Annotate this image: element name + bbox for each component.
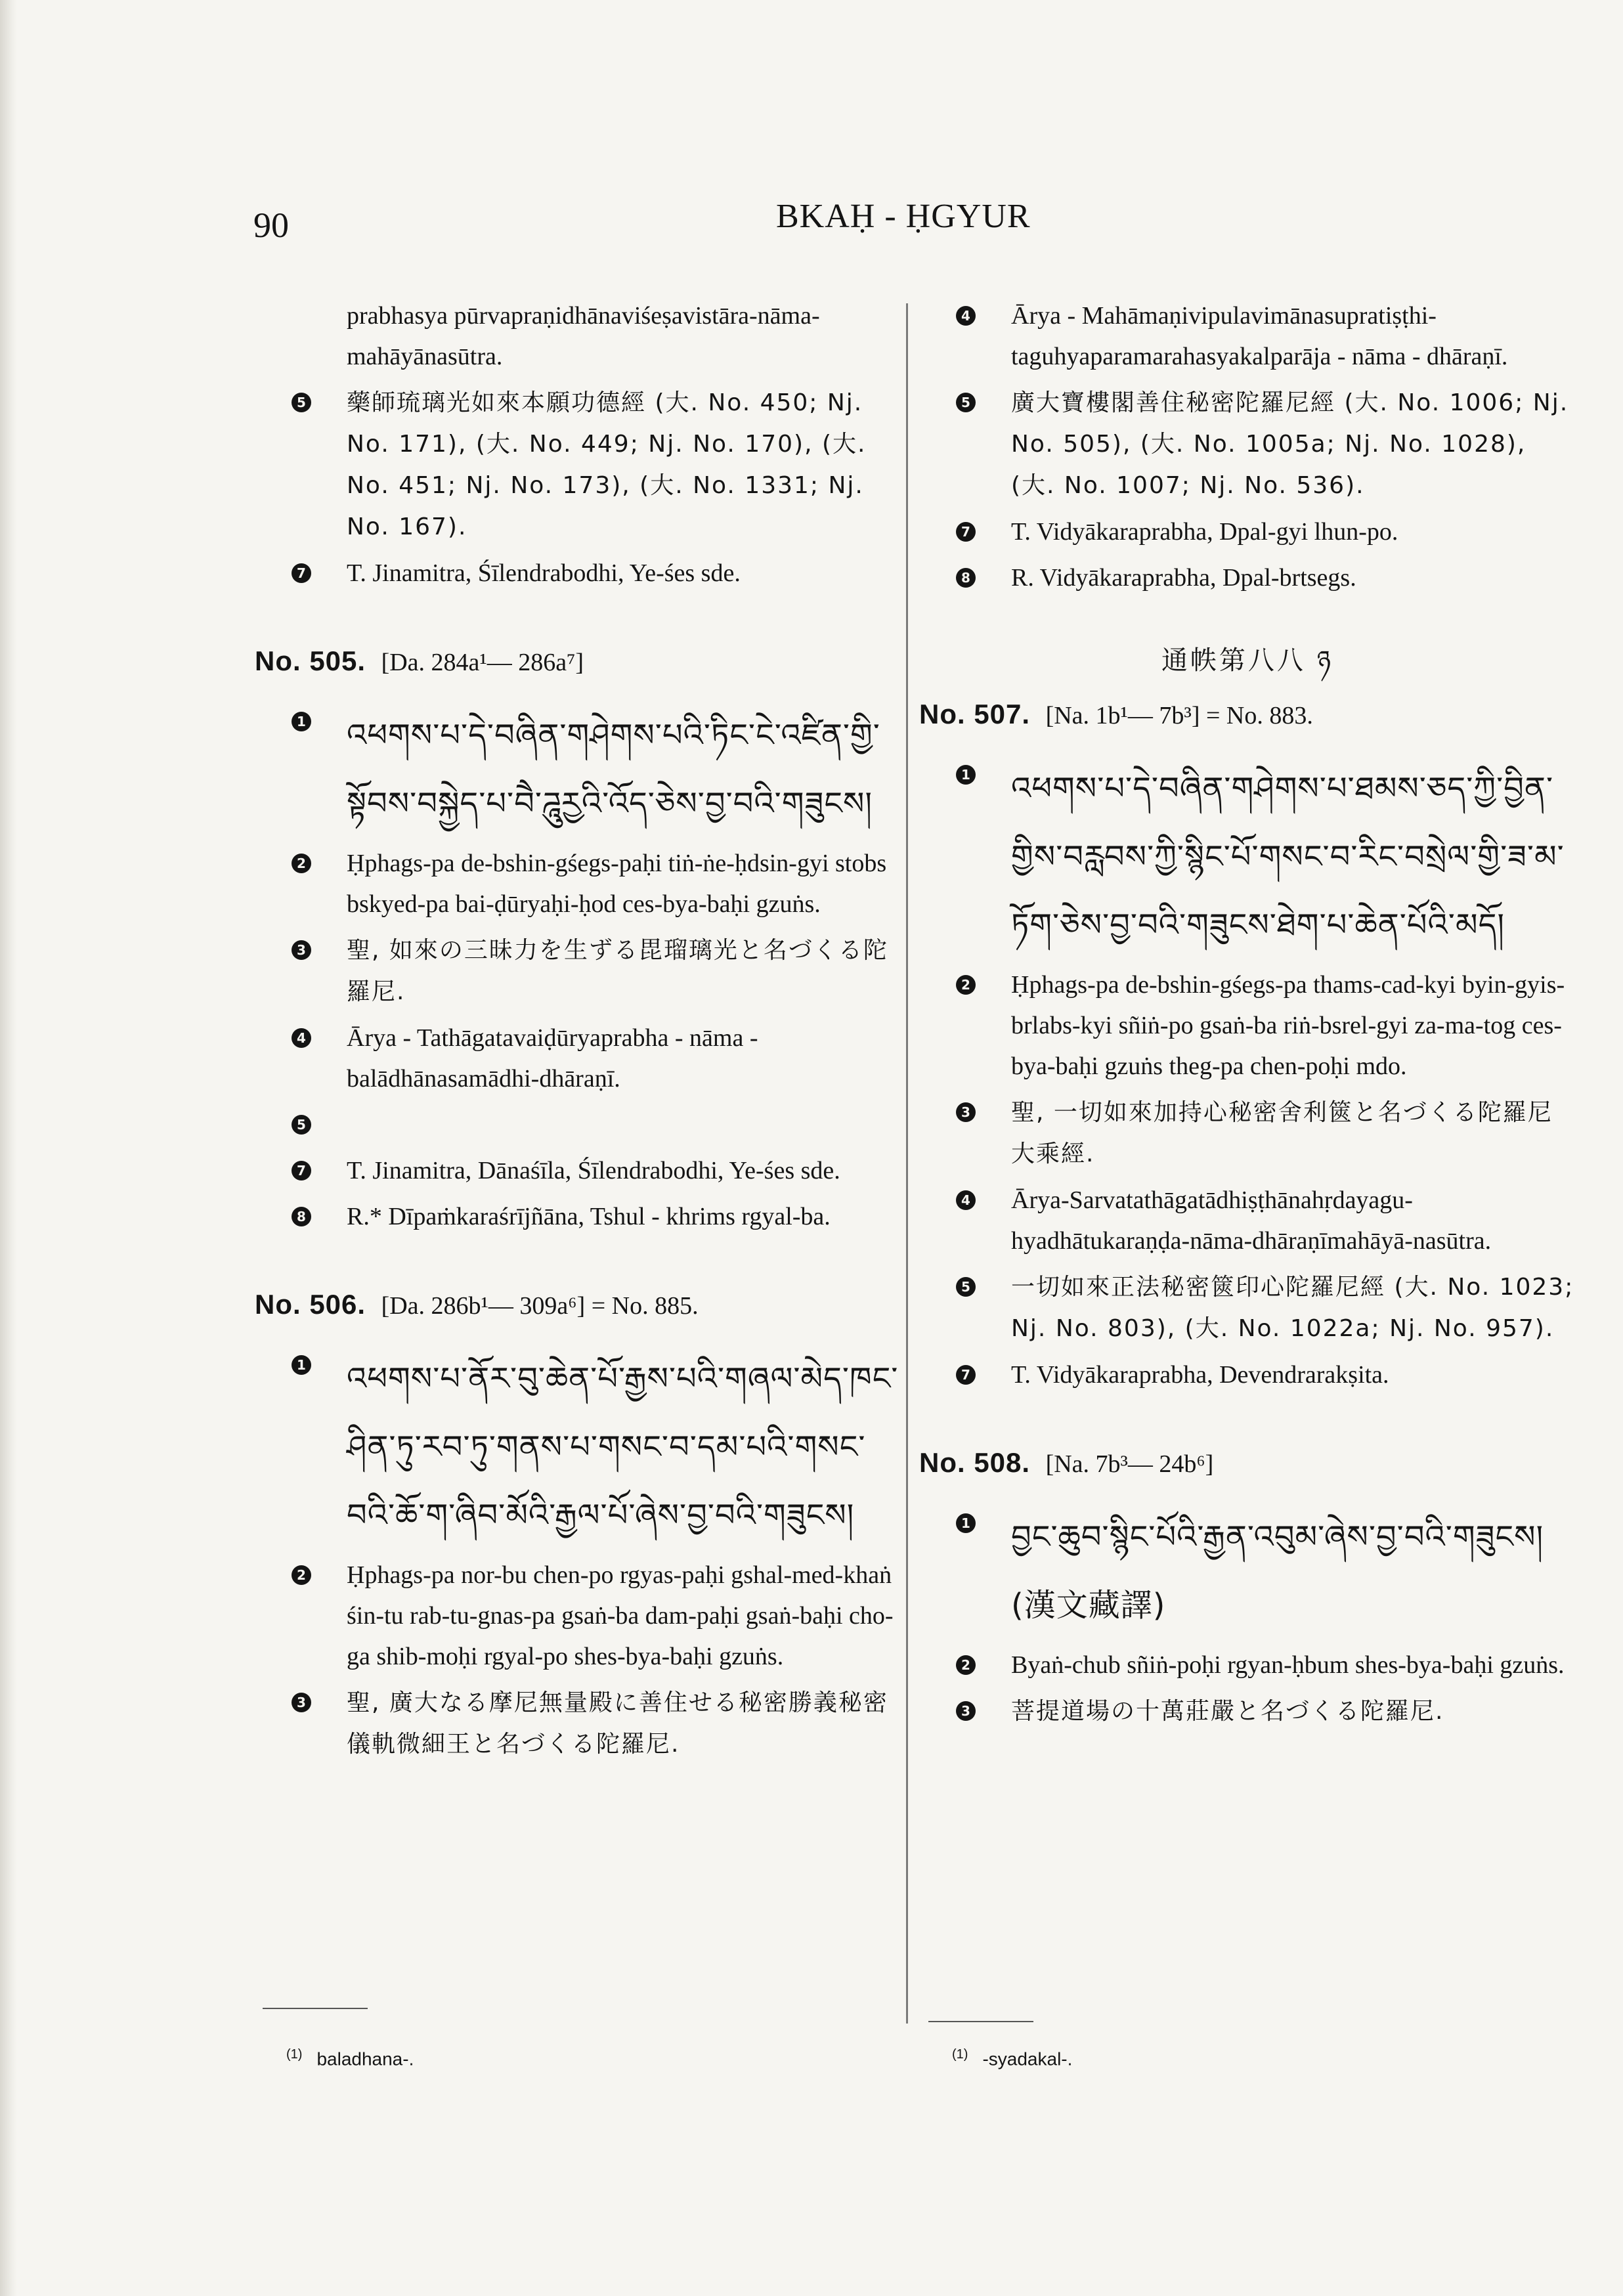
bullet-3: 3	[292, 940, 311, 960]
footnote-text: -syadakal-.	[982, 2048, 1073, 2069]
column-divider	[906, 303, 908, 2024]
entry-507-3	[919, 1092, 1576, 1175]
volume-ref: [Da. 286b¹— 309a⁶] = No. 885.	[381, 1292, 699, 1320]
entry-505-8	[255, 1196, 905, 1237]
scan-edge	[0, 0, 17, 2296]
footnote-left	[286, 2047, 414, 2069]
entry-508-2	[919, 1645, 1576, 1685]
bullet-7: 7	[292, 1161, 311, 1180]
tibetan-title: འཕགས་པ་དེ་བཞིན་གཤེགས་པ་ཐམས་ཅད་ཀྱི་བྱིན་གྱིས་བརླབས་ཀྱི་སྙིང་པོ་གསང་བ་རིང་བསྲེལ་གྱི་ཟ་མ་ཏོག་ཅེས་བྱ་བའི་གཟུངས་ཐེག་པ་ཆེན་པོའི་མདོ།	[1011, 770, 1565, 943]
volume-ref: [Na. 7b³— 24b⁶]	[1045, 1450, 1214, 1478]
entry-507-2	[919, 964, 1576, 1087]
text: prabhasya pūrvapraṇidhānaviśeṣavistāra-nāma-mahāyānasūtra.	[347, 302, 820, 370]
footnote-text: baladhana-.	[316, 2048, 414, 2069]
transliteration: Ḥphags-pa de-bshin-gśegs-paḥi tiṅ-ṅe-ḥdsin-gyi stobs bskyed-pa bai-ḍūryaḥi-ḥod ces-bya-baḥi gzuṅs.	[347, 850, 887, 918]
entry-505-4	[255, 1018, 905, 1099]
footnote-right	[952, 2047, 1072, 2069]
tibetan-title: འཕགས་པ་དེ་བཞིན་གཤེགས་པའི་ཏིང་ངེ་འཛིན་གྱི་སྟོབས་བསྐྱེད་པ་བཻ་ཌཱུརྱའི་འོད་ཅེས་བྱ་བའི་གཟུངས།	[347, 717, 880, 822]
bullet-1: 1	[956, 1513, 976, 1533]
bullet-2: 2	[292, 854, 311, 873]
transliteration: Byaṅ-chub sñiṅ-poḥi rgyan-ḥbum shes-bya-baḥi gzuṅs.	[1011, 1651, 1565, 1679]
entry-506-3	[255, 1682, 905, 1765]
bullet-5: 5	[292, 393, 311, 412]
chinese-title: 廣大寶樓閣善住秘密陀羅尼經 (大. No. 1006; Nj. No. 505), (大. No. 1005a; Nj. No. 1028), (大. No. 1007; Nj. No. 536).	[1011, 389, 1569, 499]
transliteration: Ḥphags-pa de-bshin-gśegs-pa thams-cad-kyi byin-gyis-brlabs-kyi sñiṅ-po gsaṅ-ba riṅ-bsrel-gyi za-ma-tog ces-bya-baḥi gzuṅs theg-pa chen-poḥi mdo.	[1011, 971, 1565, 1080]
bullet-7: 7	[956, 522, 976, 542]
entry-505-5	[255, 1104, 905, 1145]
bullet-4: 4	[956, 306, 976, 326]
entry-507-1	[919, 754, 1576, 959]
bullet-2: 2	[956, 1655, 976, 1675]
section-title: 通帙第八八 ཉ	[1161, 645, 1334, 676]
entry-506-2	[255, 1555, 905, 1677]
japanese-title: 聖, 一切如來加持心秘密舍利篋と名づくる陀羅尼大乘經.	[1011, 1099, 1553, 1167]
bullet-2: 2	[956, 975, 976, 995]
bullet-4: 4	[956, 1190, 976, 1210]
sanskrit-title: Ārya - Mahāmaṇivipulavimānasupratiṣṭhi-taguhyaparamarahasyakalparāja - nāma - dhāraṇī.	[1011, 302, 1508, 370]
footnote-mark: (1)	[952, 2047, 968, 2062]
number-label: No. 508.	[919, 1447, 1031, 1478]
volume-ref: [Da. 284a¹— 286a⁷]	[381, 649, 584, 676]
translators: T. Jinamitra, Dānaśīla, Śīlendrabodhi, Ye-śes sde.	[347, 1157, 840, 1184]
bullet-4: 4	[292, 1028, 311, 1048]
entry-506-5	[919, 382, 1576, 506]
entry-505-1	[255, 701, 905, 838]
japanese-title: 聖, 如來の三昧力を生ずる毘瑠璃光と名づくる陀羅尼.	[347, 937, 888, 1005]
entry-508-1	[919, 1503, 1576, 1639]
bullet-1: 1	[292, 1355, 311, 1375]
entry-505-7	[255, 1150, 905, 1191]
entry-506-7	[919, 511, 1576, 552]
number-label: No. 505.	[255, 645, 366, 676]
entry-506-1	[255, 1345, 905, 1549]
bullet-1: 1	[292, 712, 311, 731]
entry-505-3	[255, 930, 905, 1012]
footnote-rule-left	[263, 2008, 368, 2009]
bullet-7: 7	[292, 563, 311, 583]
bullet-5: 5	[292, 1115, 311, 1135]
heading-no-506	[255, 1284, 905, 1326]
translators: T. Vidyākaraprabha, Dpal-gyi lhun-po.	[1011, 518, 1398, 546]
entry-506-4	[919, 295, 1576, 377]
left-column	[255, 295, 905, 1770]
bullet-2: 2	[292, 1565, 311, 1585]
sanskrit-title: Ārya-Sarvatathāgatādhiṣṭhānahṛdayagu-hyadhātukaraṇḍa-nāma-dhāraṇīmahāyā-nasūtra.	[1011, 1186, 1492, 1255]
bullet-8: 8	[956, 568, 976, 588]
japanese-title: 聖, 廣大なる摩尼無量殿に善住せる秘密勝義秘密儀軌微細王と名づくる陀羅尼.	[347, 1689, 888, 1758]
volume-ref: [Na. 1b¹— 7b³] = No. 883.	[1045, 702, 1313, 729]
bullet-5: 5	[956, 1277, 976, 1297]
translators: T. Vidyākaraprabha, Devendrarakṣita.	[1011, 1361, 1389, 1389]
chinese-title: 一切如來正法秘密篋印心陀羅尼經 (大. No. 1023; Nj. No. 803), (大. No. 1022a; Nj. No. 957).	[1011, 1274, 1574, 1342]
entry-507-4	[919, 1180, 1576, 1261]
bullet-8: 8	[292, 1207, 311, 1226]
japanese-title: 菩提道場の十萬莊嚴と名づくる陀羅尼.	[1011, 1698, 1444, 1725]
bullet-1: 1	[956, 765, 976, 785]
chinese-title: 藥師琉璃光如來本願功德經 (大. No. 450; Nj. No. 171), (大. No. 449; Nj. No. 170), (大. No. 451; Nj. No. 173), (大. No. 1331; Nj. No. 167).	[347, 389, 867, 540]
heading-no-505	[255, 641, 905, 683]
entry-508-3	[919, 1691, 1576, 1732]
entry-504-5	[255, 382, 905, 548]
bullet-3: 3	[292, 1693, 311, 1712]
entry-504-7	[255, 553, 905, 594]
sanskrit-title: Ārya - Tathāgatavaiḍūryaprabha - nāma - balādhānasamādhi-dhāraṇī.	[347, 1024, 758, 1093]
right-column	[919, 295, 1576, 1737]
entry-506-8	[919, 557, 1576, 598]
tibetan-title: བྱང་ཆུབ་སྙིང་པོའི་རྒྱན་འབུམ་ཞེས་བྱ་བའི་གཟུངས། (漢文藏譯)	[1011, 1519, 1544, 1624]
bullet-3: 3	[956, 1701, 976, 1721]
entry-504-title-cont	[255, 295, 905, 377]
bullet-7: 7	[956, 1365, 976, 1385]
entry-507-7	[919, 1354, 1576, 1395]
heading-no-507	[919, 694, 1576, 736]
tibetan-title: འཕགས་པ་ནོར་བུ་ཆེན་པོ་རྒྱས་པའི་གཞལ་མེད་ཁང་ཤིན་ཏུ་རབ་ཏུ་གནས་པ་གསང་བ་དམ་པའི་གསང་བའི་ཆོ་ག་ཞིབ་མོའི་རྒྱལ་པོ་ཞེས་བྱ་བའི་གཟུངས།	[347, 1360, 899, 1534]
number-label: No. 507.	[919, 699, 1031, 729]
bullet-5: 5	[956, 393, 976, 412]
running-head: BKAḤ - ḤGYUR	[776, 198, 1031, 235]
footnote-rule-right	[928, 2021, 1033, 2022]
heading-no-508	[919, 1442, 1576, 1484]
entry-507-5	[919, 1267, 1576, 1349]
entry-505-2	[255, 843, 905, 924]
footnote-mark: (1)	[286, 2047, 303, 2062]
bullet-3: 3	[956, 1102, 976, 1122]
transliteration: Ḥphags-pa nor-bu chen-po rgyas-paḥi gshal-med-khaṅ śin-tu rab-tu-gnas-pa gsaṅ-ba dam-paḥi gsaṅ-baḥi cho-ga shib-moḥi rgyal-po shes-bya-baḥi gzuṅs.	[347, 1561, 894, 1670]
number-label: No. 506.	[255, 1289, 366, 1320]
revisers: R.* Dīpaṁkaraśrījñāna, Tshul - khrims rgyal-ba.	[347, 1203, 831, 1230]
translators: T. Jinamitra, Śīlendrabodhi, Ye-śes sde.	[347, 559, 741, 587]
revisers: R. Vidyākaraprabha, Dpal-brtsegs.	[1011, 564, 1356, 592]
page-number: 90	[253, 206, 289, 245]
